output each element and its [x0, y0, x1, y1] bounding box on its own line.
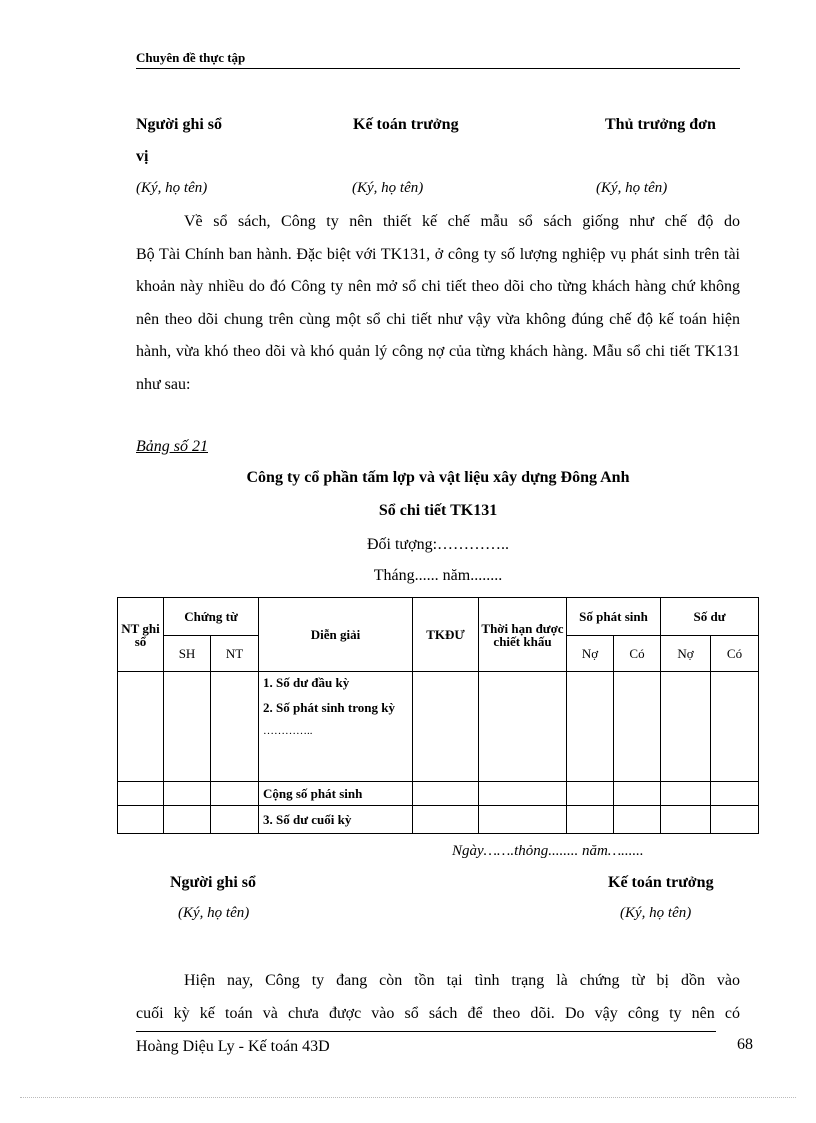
paragraph-body: Bộ Tài Chính ban hành. Đặc biệt với TK131, ở công ty số lượng nghiệp vụ phát sinh trên tài khoản này nhiều do đó Công ty nên mở sổ chi tiết theo dõi cho từng khách hàng chứ không nên theo dõi chung trên cùng một sổ chi tiết như vậy vừa không đúng chế độ kế toán hiện hành, vừa khó theo dõi và khó quản lý công nợ của từng khách hàng. Mẫu sổ chi tiết TK131 như sau:	[136, 245, 740, 393]
row-total-transactions: Cộng số phát sinh	[259, 782, 413, 806]
signature-unit-head-label: Thủ trưởng đơn	[605, 116, 716, 133]
header-co-du: Có	[711, 636, 759, 672]
page-number: 68	[737, 1036, 753, 1053]
bottom-signature-recorder-note: (Ký, họ tên)	[178, 905, 250, 921]
footer-divider	[136, 1031, 716, 1032]
paragraph-line: Hiện nay, Công ty đang còn tồn tại tình trạng là chứng từ bị dồn vào	[184, 972, 740, 989]
table-caption: Bảng số 21	[136, 438, 208, 455]
bottom-signature-recorder-label: Người ghi sổ	[170, 874, 257, 891]
row-ellipsis: …………..	[263, 725, 313, 737]
date-line: Ngày…….thỏng........ năm…......	[452, 843, 644, 859]
header-so-phat-sinh: Số phát sinh	[567, 598, 661, 636]
month-line: Tháng...... năm........	[373, 567, 503, 584]
signature-recorder-note: (Ký, họ tên)	[136, 180, 208, 196]
header-sh: SH	[164, 636, 211, 672]
company-name: Công ty cổ phần tấm lợp và vật liệu xây dựng Đông Anh	[246, 469, 630, 486]
ledger-title: Sổ chi tiết TK131	[378, 502, 498, 519]
paragraph-recommendation	[136, 206, 740, 401]
header-divider	[136, 68, 740, 69]
header-no-phat-sinh: Nợ	[567, 636, 614, 672]
header-nt-ghi-so: NT ghi sổ	[118, 598, 164, 672]
signature-unit-head-note: (Ký, họ tên)	[596, 180, 668, 196]
paragraph-current-status	[136, 965, 740, 1030]
paragraph-line: cuối kỳ kế toán và chưa được vào sổ sách để theo dõi. Do vậy công ty nên có	[136, 1004, 740, 1022]
table-row	[118, 806, 759, 834]
signature-unit-head-label-cont: vị	[136, 148, 149, 165]
header-nt: NT	[211, 636, 259, 672]
header-so-du: Số dư	[661, 598, 759, 636]
signature-chief-accountant-note: (Ký, họ tên)	[352, 180, 424, 196]
header-co-phat-sinh: Có	[614, 636, 661, 672]
bottom-signature-chief-accountant-note: (Ký, họ tên)	[620, 905, 692, 921]
page-bottom-dotted-line	[20, 1097, 796, 1098]
table-row	[118, 672, 759, 782]
bottom-signature-chief-accountant-label: Kế toán trưởng	[608, 874, 714, 891]
header-chung-tu: Chứng từ	[164, 598, 259, 636]
signature-chief-accountant-label: Kế toán trưởng	[353, 116, 459, 133]
header-no-du: Nợ	[661, 636, 711, 672]
page-header-title: Chuyên đề thực tập	[136, 50, 246, 65]
subject-line: Đối tượng:…………..	[366, 536, 510, 553]
ledger-table	[117, 597, 759, 834]
footer-author: Hoàng Diệu Ly - Kế toán 43D	[136, 1038, 330, 1055]
table-row	[118, 782, 759, 806]
paragraph-line: Về sổ sách, Công ty nên thiết kế chế mẫu sổ sách giống như chế độ do	[184, 213, 740, 230]
header-thoi-han: Thời hạn được chiết khấu	[479, 598, 567, 672]
row-closing-balance: 3. Số dư cuối kỳ	[259, 806, 413, 834]
row-opening-balance: 1. Số dư đầu kỳ	[263, 675, 350, 690]
signature-recorder-label: Người ghi sổ	[136, 116, 223, 133]
row-period-transactions: 2. Số phát sinh trong kỳ	[263, 700, 395, 715]
header-dien-giai: Diễn giải	[259, 598, 413, 672]
header-tkdu: TKĐƯ	[413, 598, 479, 672]
